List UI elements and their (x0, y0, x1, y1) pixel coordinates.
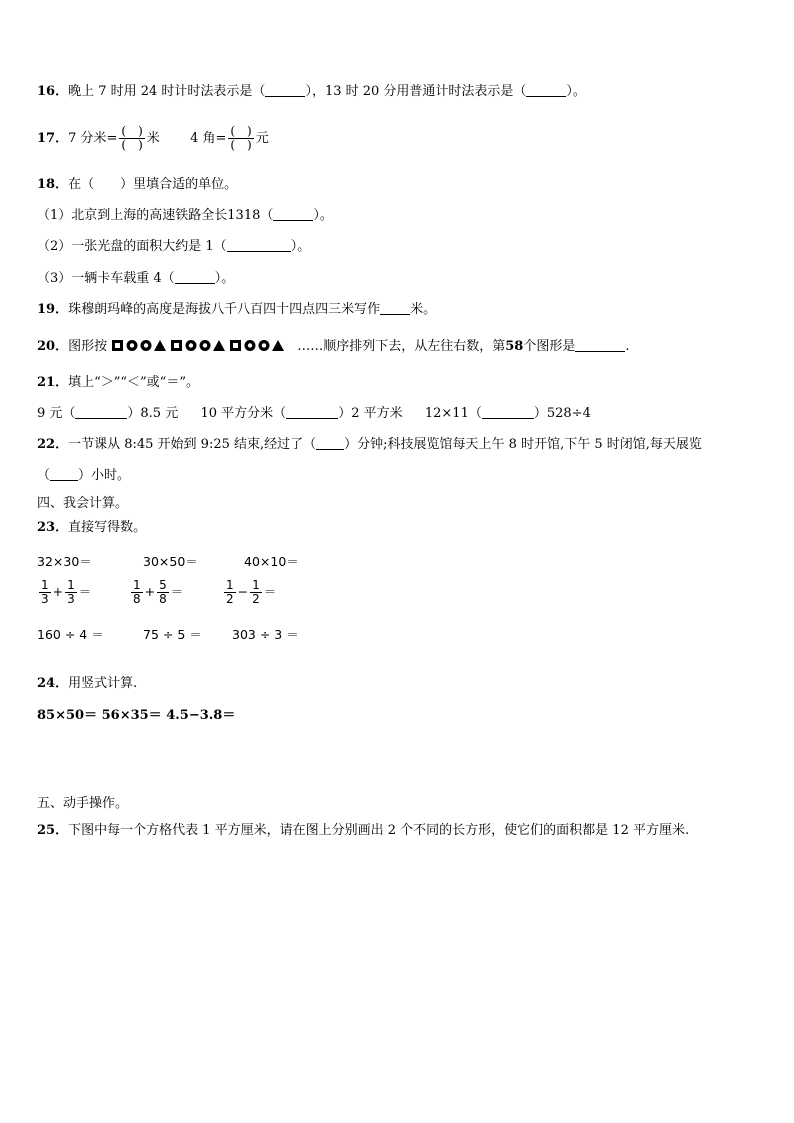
blank-fraction[interactable]: $\frac{( )}{( )}$ (230, 124, 252, 152)
answer-blank[interactable] (575, 339, 625, 352)
compare-right: ）528÷4 (533, 406, 591, 421)
unit-text: 元 (255, 131, 269, 146)
compare-right: ）2 平方米 (338, 406, 403, 421)
question-19 (37, 302, 436, 318)
question-text: 在（ ）里填合适的单位。 (68, 177, 238, 192)
question-text: ）小时。 (78, 468, 131, 483)
compare-left: 10 平方分米（ (200, 406, 287, 421)
question-20 (37, 339, 630, 355)
question-24 (37, 676, 137, 692)
fraction-calc: $\frac{1}{3}$ + $\frac{1}{3}$ ＝ (41, 578, 92, 606)
question-21 (37, 375, 199, 391)
question-text: 晚上 7 时用 24 时计时法表示是（ (68, 84, 266, 99)
question-23 (37, 520, 146, 536)
fraction-calc: $\frac{1}{8}$ + $\frac{5}{8}$ ＝ (133, 578, 184, 606)
question-21-items (37, 406, 591, 422)
calc-item: 303 ÷ 3 ＝ (232, 627, 299, 642)
question-number: 23． (37, 520, 69, 535)
fraction-calc: $\frac{1}{2}$ − $\frac{1}{2}$ ＝ (226, 578, 277, 606)
answer-blank[interactable] (273, 208, 313, 221)
question-22 (37, 437, 702, 453)
question-text: （2）一张光盘的面积大约是 1（ (37, 239, 227, 254)
question-text: ）。 (313, 208, 333, 223)
section-heading: 五、动手操作。 (37, 796, 129, 811)
question-text: ）分钟;科技展览馆每天上午 8 时开馆,下午 5 时闭馆,每天展览 (344, 437, 702, 452)
answer-blank[interactable] (175, 271, 215, 284)
compare-right: ）8.5 元 (127, 406, 179, 421)
question-text: . (625, 339, 630, 354)
question-text: ）。 (214, 271, 235, 286)
question-text: 个图形是 (523, 339, 576, 354)
calc-item: 32×30＝ (37, 554, 92, 569)
question-text: 用竖式计算. (68, 676, 138, 691)
question-18-sub-2 (37, 239, 310, 255)
question-text: 填上“＞”“＜”或“＝”。 (68, 375, 199, 390)
question-text: 7 分米= (68, 131, 118, 146)
question-text: ……顺序排列下去，从左往右数，第 (297, 339, 506, 354)
sequence-number: 58 (505, 339, 524, 354)
answer-blank[interactable] (526, 84, 566, 97)
section-heading: 四、我会计算。 (37, 496, 129, 511)
calc-item: 75 ÷ 5 ＝ (143, 627, 202, 642)
question-22-cont (37, 468, 130, 484)
question-number: 25． (37, 823, 69, 838)
question-text: （3）一辆卡车载重 4（ (37, 271, 175, 286)
compare-left: 9 元（ (37, 406, 76, 421)
question-text: 下图中每一个方格代表 1 平方厘米，请在图上分别画出 2 个不同的长方形，使它们的面积都是 12 平方厘米. (68, 823, 690, 838)
question-text: ）。 (566, 84, 586, 99)
question-18-sub-1 (37, 208, 333, 224)
question-text: ），13 时 20 分用普通计时法表示是（ (305, 84, 527, 99)
answer-blank[interactable] (482, 406, 534, 419)
unit-text: 米 (146, 131, 160, 146)
question-18-sub-3 (37, 271, 234, 287)
answer-blank[interactable] (286, 406, 338, 419)
question-number: 19． (37, 302, 69, 317)
calc-item: 40×10＝ (244, 554, 299, 569)
question-16 (37, 84, 586, 100)
question-number: 17． (37, 131, 69, 146)
question-17 (37, 122, 269, 156)
answer-blank[interactable] (265, 84, 305, 97)
question-text: 直接写得数。 (68, 520, 147, 535)
question-text: 图形按 (68, 339, 108, 354)
vertical-calc-expressions: 85×50＝ 56×35＝ 4.5−3.8＝ (37, 708, 236, 723)
question-text: （1）北京到上海的高速铁路全长1318（ (37, 208, 274, 223)
question-number: 22． (37, 437, 69, 452)
question-text: 珠穆朗玛峰的高度是海拔八千八百四十四点四三米写作 (68, 302, 381, 317)
question-text: 米。 (410, 302, 437, 317)
question-number: 20． (37, 339, 69, 354)
question-text: （ (37, 468, 51, 483)
question-number: 21． (37, 375, 69, 390)
question-number: 18． (37, 177, 69, 192)
answer-blank[interactable] (227, 239, 291, 252)
compare-left: 12×11（ (424, 406, 482, 421)
question-number: 16． (37, 84, 69, 99)
question-number: 24． (37, 676, 69, 691)
calc-item: 160 ÷ 4 ＝ (37, 627, 104, 642)
answer-blank[interactable] (75, 406, 127, 419)
answer-blank[interactable] (316, 437, 344, 450)
question-25 (37, 823, 689, 839)
blank-fraction[interactable]: $\frac{( )}{( )}$ (121, 124, 143, 152)
shape-sequence-icon (111, 339, 297, 352)
answer-blank[interactable] (50, 468, 78, 481)
question-text: 一节课从 8:45 开始到 9:25 结束,经过了（ (68, 437, 317, 452)
calc-item: 30×50＝ (143, 554, 198, 569)
question-18 (37, 177, 237, 193)
answer-blank[interactable] (380, 302, 410, 315)
question-text: 4 角= (190, 131, 227, 146)
question-text: ）。 (290, 239, 311, 254)
